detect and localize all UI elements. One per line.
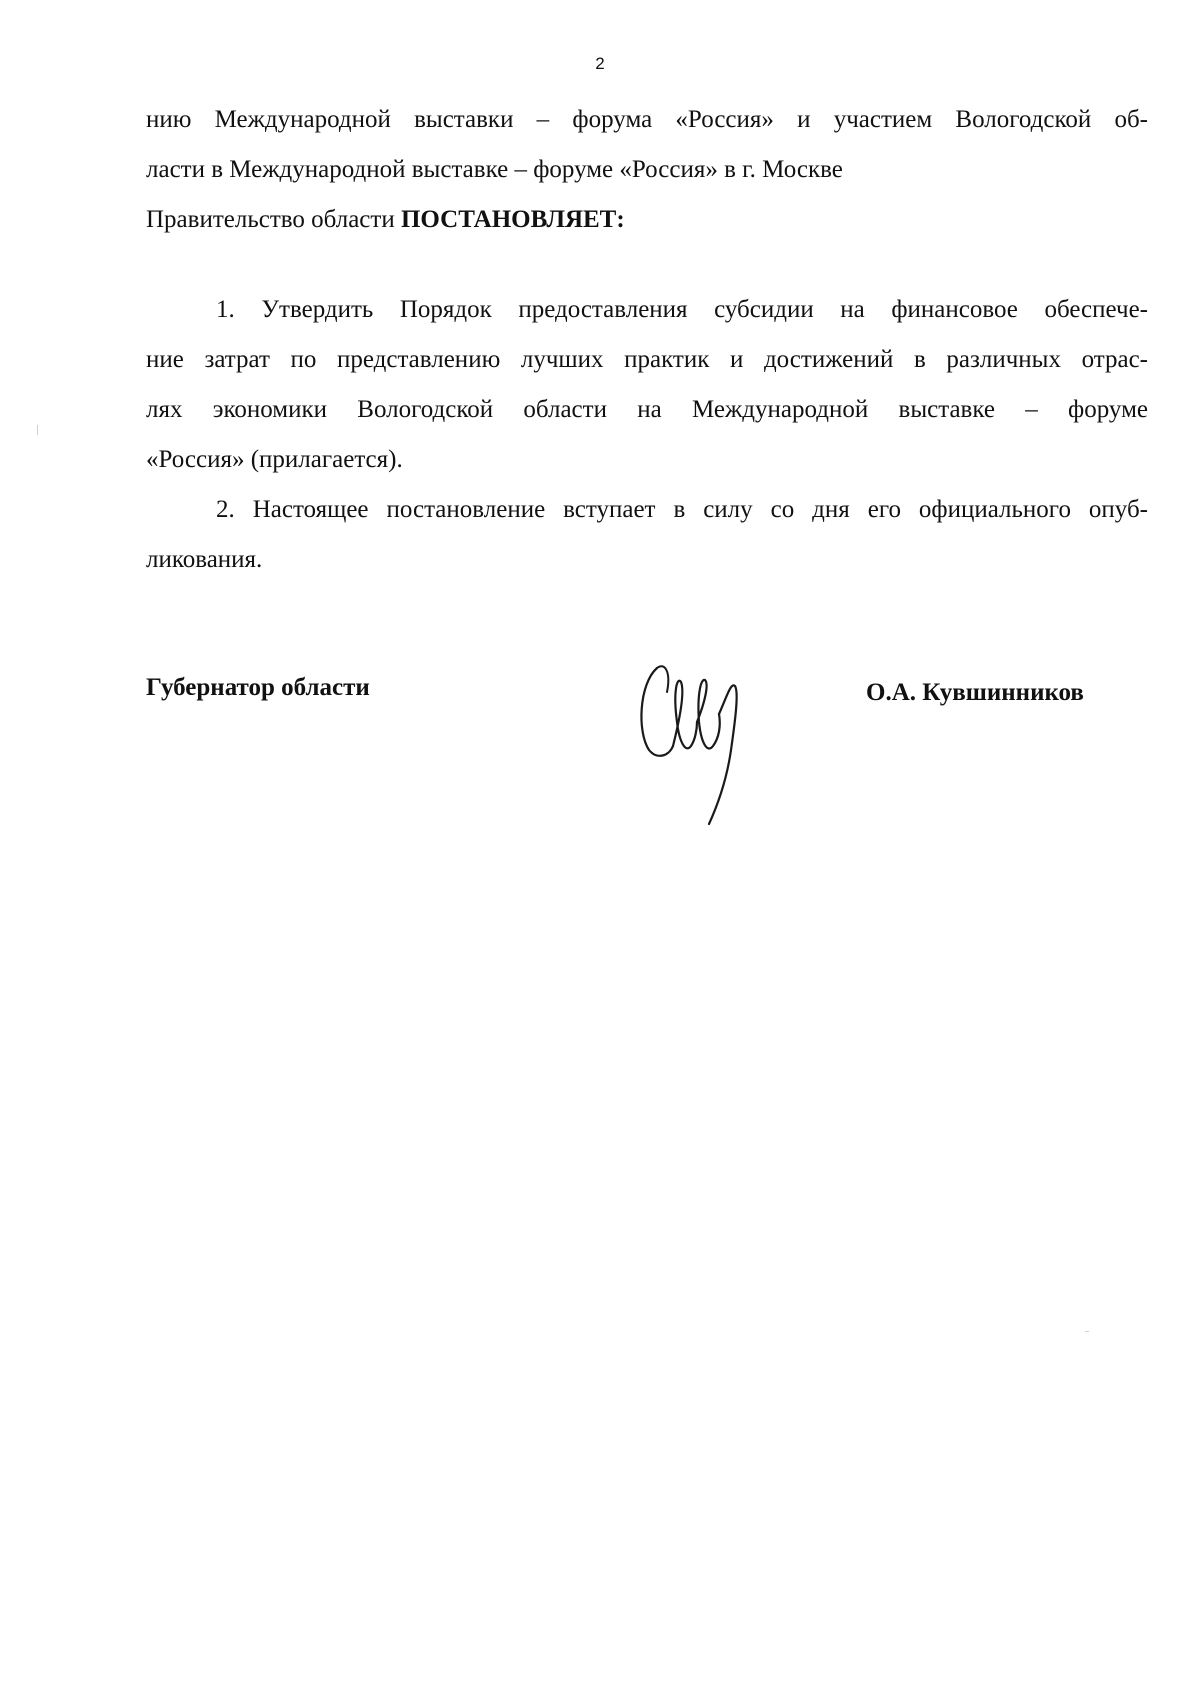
signatory-name: О.А. Кувшинников <box>866 679 1084 706</box>
clause-2-line-2: ликования. <box>146 546 263 573</box>
clause-2-line-1: 2. Настоящее постановление вступает в силу со дня его официального опуб- <box>216 496 1148 523</box>
clause-1-line-2: ние затрат по представлению лучших практик и достижений в различных отрас- <box>146 346 1148 373</box>
scan-speck <box>1085 1330 1091 1334</box>
clause-1-line-3: лях экономики Вологодской области на Международной выставке – форуме <box>146 396 1148 423</box>
signature-block <box>146 670 1148 820</box>
resolve-prefix: Правительство области <box>146 206 401 233</box>
clause-1-line-1: 1. Утвердить Порядок предоставления субсидии на финансовое обеспече- <box>216 296 1148 323</box>
clause-1-line-4: «Россия» (прилагается). <box>146 446 403 473</box>
preamble-line-2: ласти в Международной выставке – форуме «Россия» в г. Москве <box>146 156 843 183</box>
preamble <box>146 95 1148 245</box>
signatory-title: Губернатор области <box>146 674 370 701</box>
handwritten-signature <box>635 662 765 842</box>
preamble-line-1: нию Международной выставки – форума «Россия» и участием Вологодской об- <box>146 106 1148 133</box>
clauses <box>146 285 1148 585</box>
resolve-keyword: ПОСТАНОВЛЯЕТ: <box>400 206 625 233</box>
resolve-line <box>146 195 1148 245</box>
page-number: 2 <box>595 54 605 73</box>
scan-speck <box>36 425 40 437</box>
